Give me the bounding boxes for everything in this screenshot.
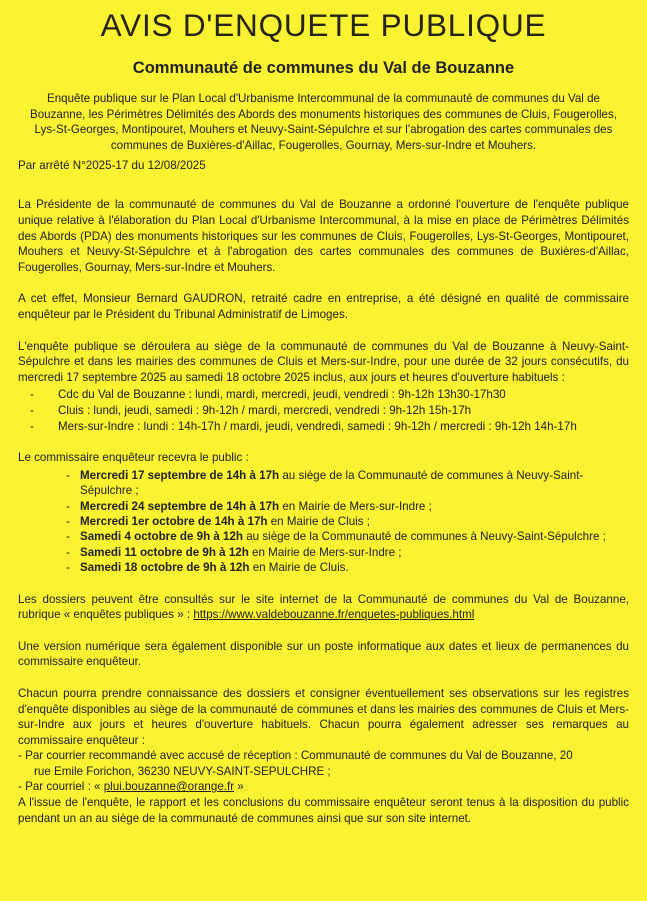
- schedule-place: en Mairie de Cluis.: [249, 561, 349, 575]
- presidente-paragraph: La Présidente de la communauté de communes du Val de Bouzanne a ordonné l'ouverture de l'enquête publique unique relative à l'élaboration du Plan Local d'Urbanisme Intercommunal, à la mise en place de Périmètres Délimités des Abords (PDA) des monuments historiques sur les communes de Cluis, Fougerolles, Lys-St-Georges, Montipouret, Mouhers et Neuvy-St-Sépulchre et à l'abrogation des cartes communales des communes de Buxières-d'Aillac, Fougerolles, Gournay, Mers-sur-Indre et Mouhers.: [18, 198, 629, 274]
- schedule-place: en Mairie de Mers-sur-Indre ;: [248, 545, 402, 559]
- schedule-date: Samedi 4 octobre de 9h à 12h: [80, 530, 244, 544]
- list-item: [66, 499, 629, 514]
- list-item: [66, 560, 629, 575]
- website-link[interactable]: https://www.valdebouzanne.fr/enquetes-publiques.html: [193, 608, 475, 622]
- observations-paragraph: Chacun pourra prendre connaissance des dossiers et consigner éventuellement ses observations sur les registres d'enquête disponibles au siège de la communauté de communes et dans les mairies des communes de Cluis et Mers-sur-Indre aux jours et heures d'ouverture habituels. Chacun pourra également adresser ses remarques au commissaire enquêteur :: [18, 686, 629, 747]
- dossiers-text: Les dossiers peuvent être consultés sur le site internet de la Communauté de communes du Val de Bouzanne, rubrique « enquêtes publiques » :: [18, 592, 629, 622]
- email-prefix: - Par courriel : «: [18, 780, 104, 794]
- conclusion-paragraph: A l'issue de l'enquête, le rapport et les conclusions du commissaire enquêteur seront tenus à la disposition du public pendant un an au siège de la communauté de communes ainsi que sur son site internet.: [18, 796, 629, 825]
- intro-paragraph: Enquête publique sur le Plan Local d'Urbanisme Intercommunal de la communauté de communes du Val de Bouzanne, les Périmètres Délimités des Abords des monuments historiques des communes de Cluis, Fougerolles, Lys-St-Georges, Montipouret, Mouhers et Neuvy-Saint-Sépulchre et sur l'abrogation des cartes communales des communes de Buxières-d'Aillac, Fougerolles, Gournay, Mers-sur-Indre et Mouhers.: [29, 92, 618, 152]
- list-item: [66, 514, 629, 529]
- list-item: - Mers-sur-Indre : lundi : 14h-17h / mardi, jeudi, vendredi, samedi : 9h-12h / mercredi : 9h-12h 14h-17h: [30, 419, 629, 435]
- schedule-place: en Mairie de Mers-sur-Indre ;: [279, 499, 432, 513]
- list-item: - Cdc du Val de Bouzanne : lundi, mardi, mercredi, jeudi, vendredi : 9h-12h 13h30-17h30: [30, 387, 629, 403]
- schedule-date: Samedi 11 octobre de 9h à 12h: [80, 545, 249, 559]
- schedule-place: au siège de la Communauté de communes à Neuvy-Saint-Sépulchre ;: [243, 530, 606, 544]
- schedule-place: en Mairie de Cluis ;: [267, 514, 370, 528]
- mail-address: rue Emile Forichon, 36230 NEUVY-SAINT-SEPULCHRE ;: [34, 764, 331, 778]
- numerique-paragraph: Une version numérique sera également disponible sur un poste informatique aux dates et lieux de permanences du commissaire enquêteur.: [18, 639, 629, 669]
- list-item: [66, 468, 629, 499]
- schedule-list: [18, 468, 629, 576]
- hours-list: [18, 387, 629, 434]
- schedule-intro: Le commissaire enquêteur recevra le public :: [18, 451, 249, 465]
- schedule-date: Mercredi 1er octobre de 14h à 17h: [80, 514, 268, 528]
- email-link[interactable]: plui.bouzanne@orange.fr: [103, 780, 235, 794]
- schedule-date: Mercredi 24 septembre de 14h à 17h: [80, 499, 280, 513]
- schedule-date: Samedi 18 octobre de 9h à 12h: [80, 561, 250, 575]
- schedule-place: au siège de la Communauté de communes à Neuvy-Saint-Sépulchre ;: [80, 468, 584, 498]
- email-suffix: »: [234, 780, 244, 794]
- page-title: AVIS D'ENQUETE PUBLIQUE: [100, 7, 547, 43]
- commissaire-paragraph: A cet effet, Monsieur Bernard GAUDRON, retraité cadre en entreprise, a été désigné en qualité de commissaire enquêteur par le Président du Tribunal Administratif de Limoges.: [18, 292, 629, 321]
- list-item: - Cluis : lundi, jeudi, samedi : 9h-12h / mardi, mercredi, vendredi : 9h-12h 15h-17h: [30, 403, 629, 419]
- schedule-date: Mercredi 17 septembre de 14h à 17h: [80, 468, 280, 482]
- arrete-line: Par arrêté N°2025-17 du 12/08/2025: [18, 159, 206, 173]
- enquete-paragraph: L'enquête publique se déroulera au siège de la communauté de communes du Val de Bouzanne à Neuvy-Saint-Sépulchre et dans les mairies des communes de Cluis et Mers-sur-Indre, pour une durée de 32 jours consécutifs, du mercredi 17 septembre 2025 au samedi 18 octobre 2025 inclus, aux jours et heures d'ouverture habituels :: [18, 339, 629, 384]
- mail-line: - Par courrier recommandé avec accusé de réception : Communauté de communes du Val de Bouzanne, 20: [18, 749, 573, 763]
- dossiers-paragraph: [18, 592, 629, 623]
- subtitle: Communauté de communes du Val de Bouzanne: [132, 59, 515, 77]
- list-item: [66, 545, 629, 560]
- list-item: [66, 529, 629, 544]
- email-line: [18, 779, 629, 795]
